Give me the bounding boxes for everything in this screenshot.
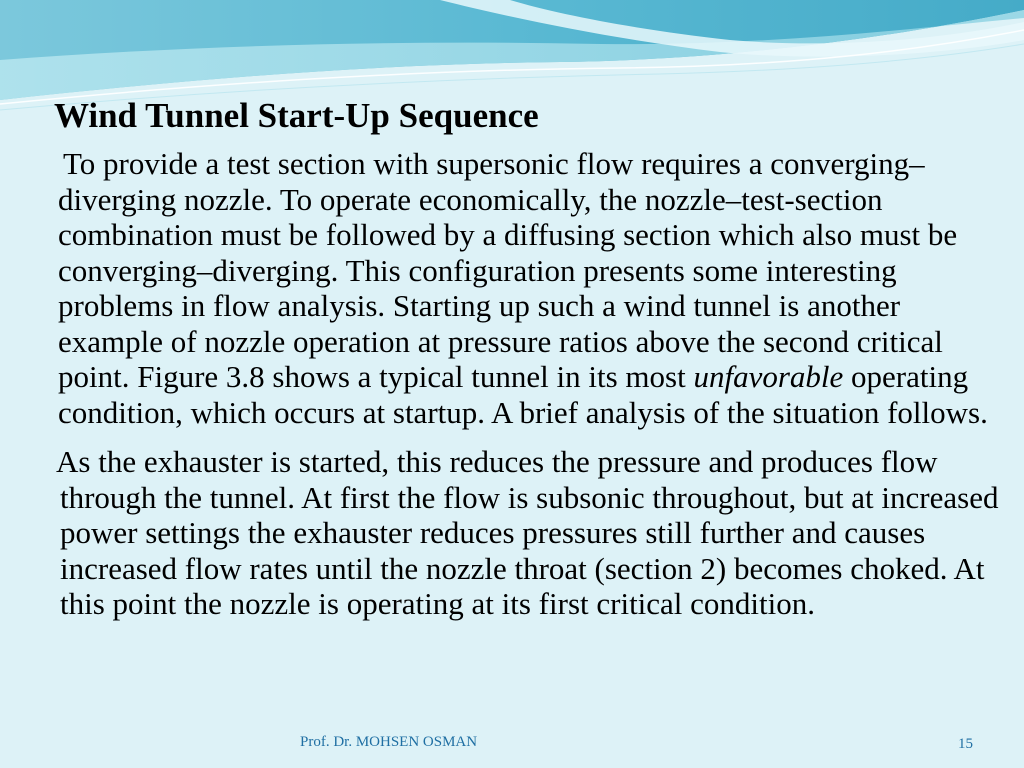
footer-author: Prof. Dr. MOHSEN OSMAN <box>300 734 478 750</box>
slide-title: Wind Tunnel Start-Up Sequence <box>54 96 539 135</box>
paragraph-text: operating condition, which occurs at startup. A brief analysis of the situation follows. <box>58 359 988 430</box>
slide-body <box>58 146 1008 622</box>
page-number: 15 <box>958 736 973 752</box>
paragraph-text: To provide a test section with supersonic flow requires a converging–diverging nozzle. To operate economically, the nozzle–test-section combination must be followed by a diffusing section which also must be converging–diverging. This configuration presents some interesting problems in flow analysis. Starting up such a wind tunnel is another example of nozzle operation at pressure ratios above the second critical point. Figure 3.8 shows a typical tunnel in its most <box>58 146 958 394</box>
paragraph-exhauster-start: As the exhauster is started, this reduces the pressure and produces flow through the tunnel. At first the flow is subsonic throughout, but at increased power settings the exhauster reduces pressures still further and causes increased flow rates until the nozzle throat (section 2) becomes choked. At this point the nozzle is operating at its first critical condition. <box>56 444 999 621</box>
emphasized-word: unfavorable <box>693 359 844 394</box>
paragraph-startup-intro <box>58 146 1008 430</box>
